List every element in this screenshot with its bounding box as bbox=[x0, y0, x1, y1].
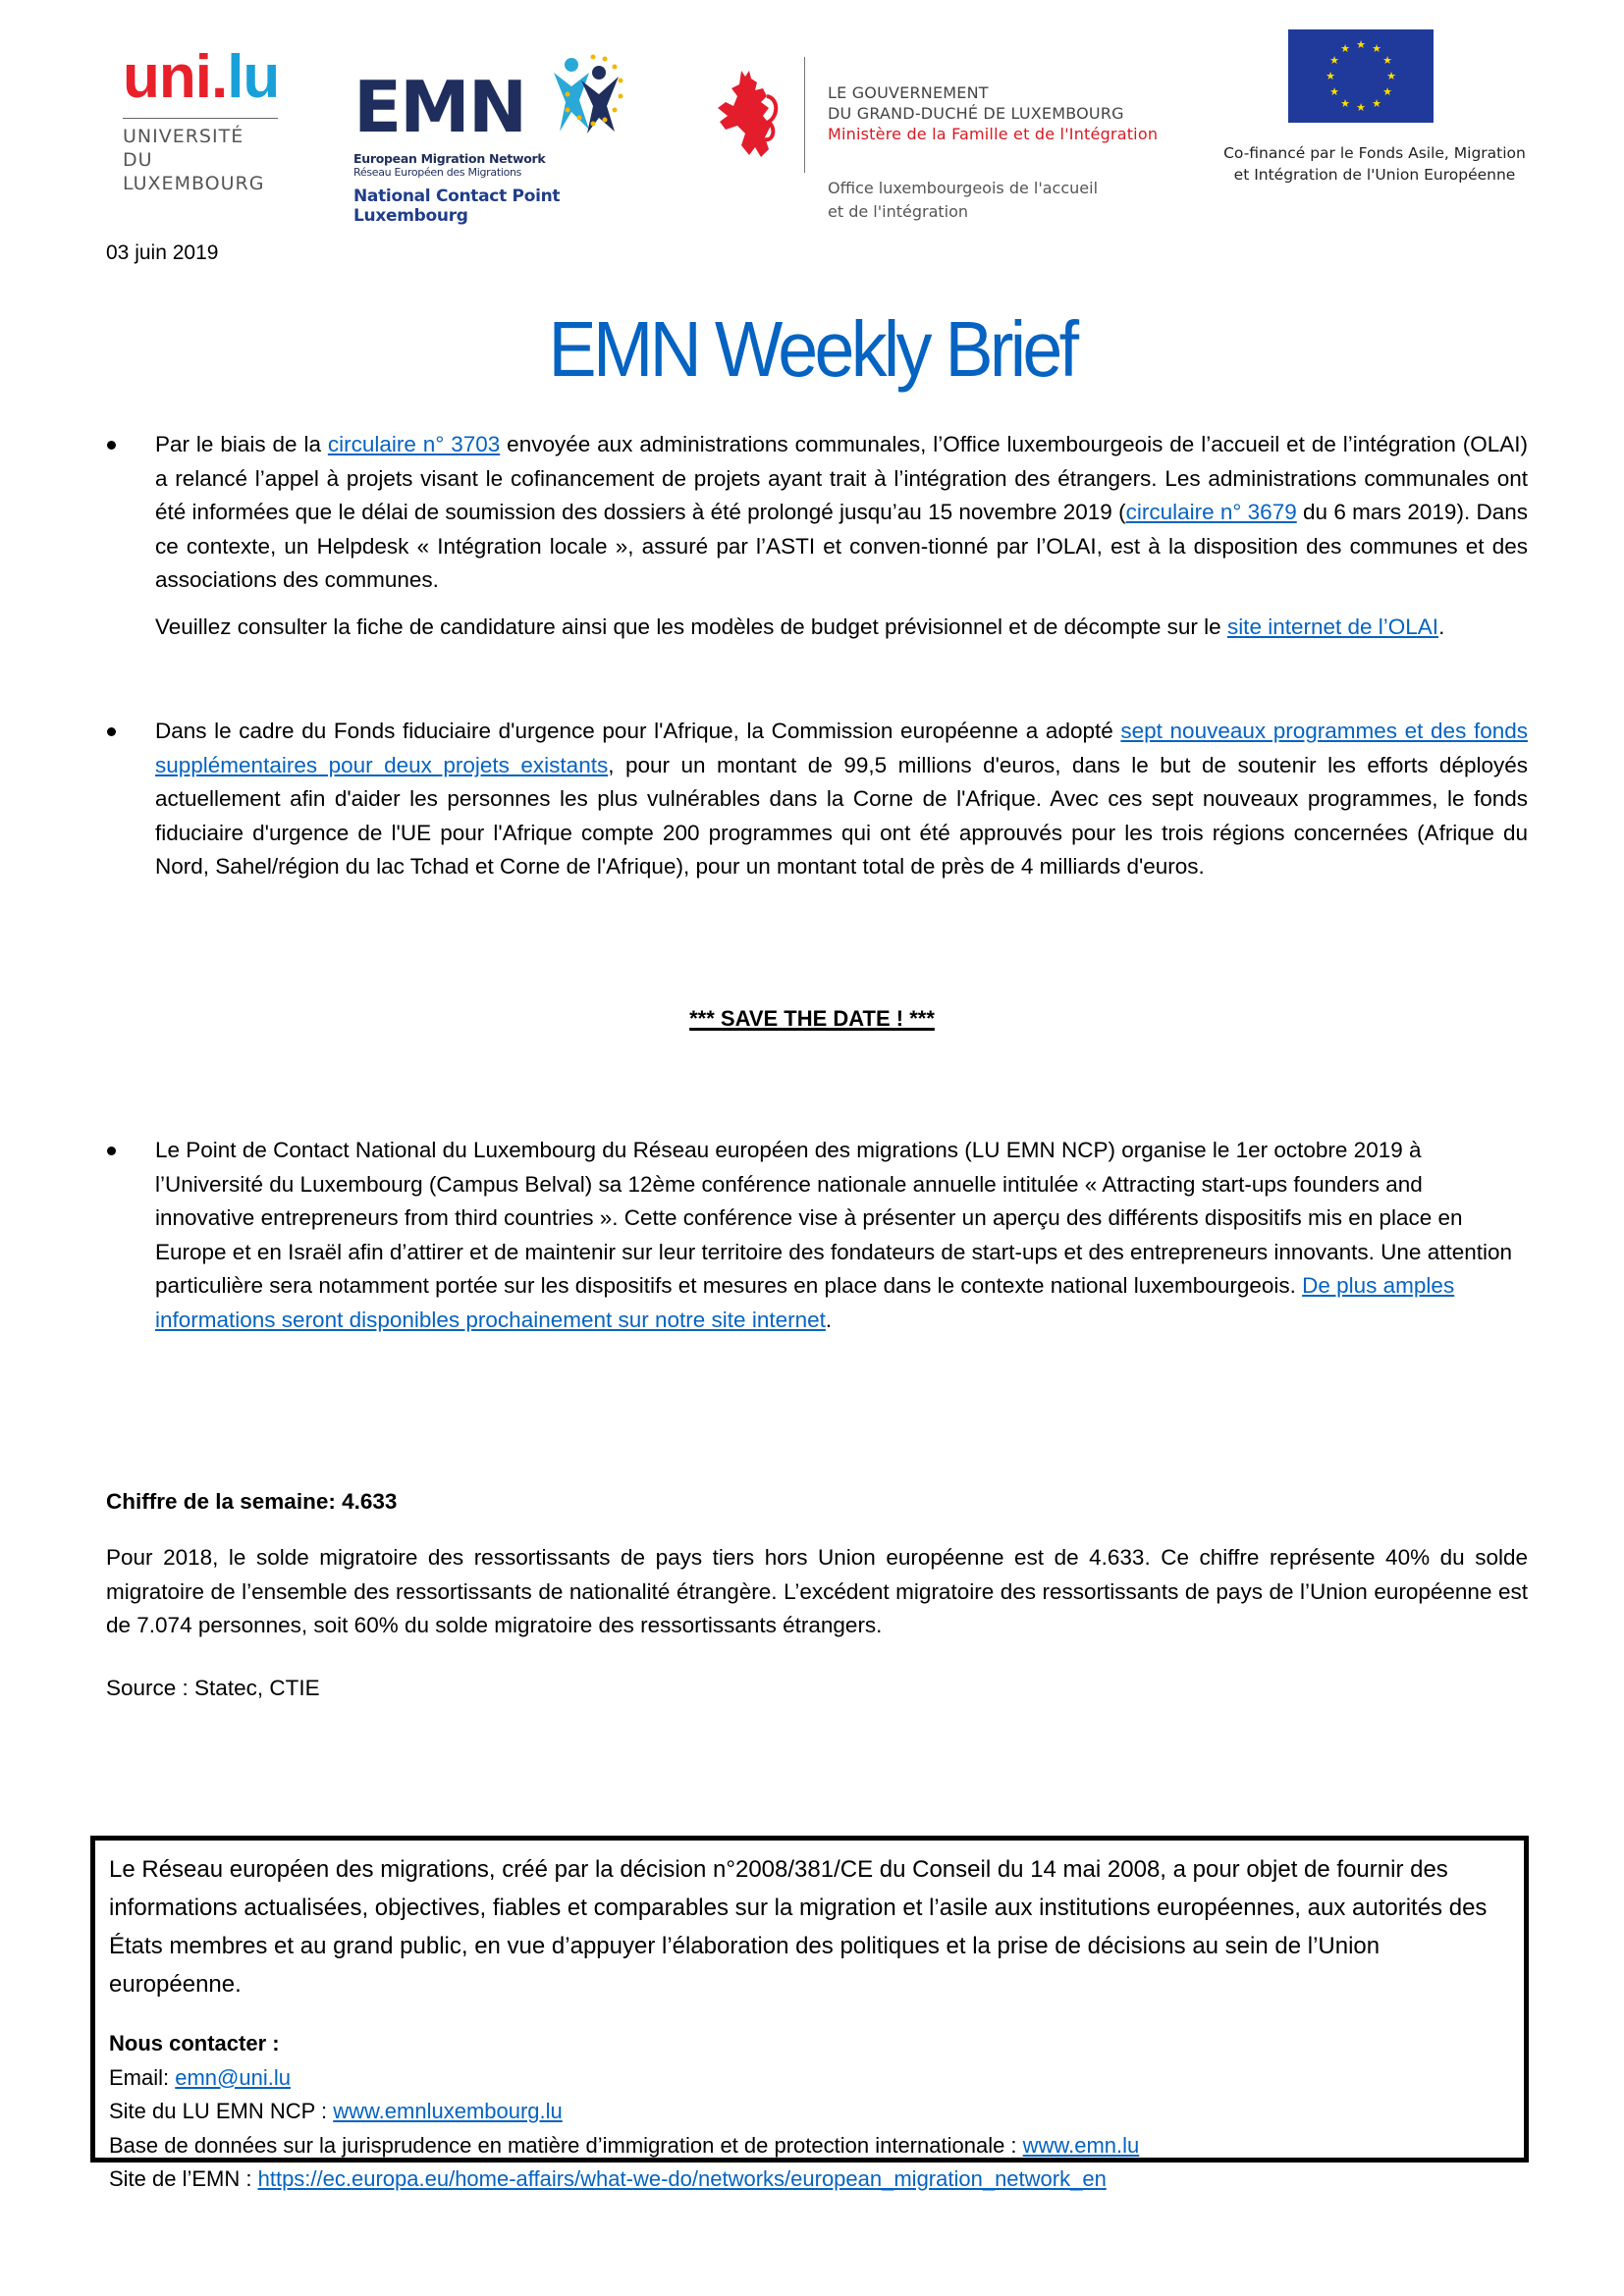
page-title: EMN Weekly Brief bbox=[548, 305, 1076, 393]
unilu-wordmark bbox=[123, 43, 280, 112]
figure-source: Source : Statec, CTIE bbox=[106, 1676, 320, 1700]
government-logo bbox=[712, 29, 1183, 221]
svg-text:★: ★ bbox=[1386, 70, 1396, 82]
gov-line1: LE GOUVERNEMENT bbox=[828, 83, 989, 102]
site-label: Site du LU EMN NCP : bbox=[109, 2099, 334, 2123]
eu-caption bbox=[1208, 142, 1542, 186]
svg-text:★: ★ bbox=[1372, 42, 1381, 55]
emn-info-box bbox=[90, 1836, 1529, 2191]
document-date: 03 juin 2019 bbox=[106, 241, 219, 264]
svg-text:★: ★ bbox=[1329, 54, 1339, 67]
eu-caption-line1: Co-financé par le Fonds Asile, Migration bbox=[1223, 144, 1526, 162]
ec-europa-emn-link[interactable]: https://ec.europa.eu/home-affairs/what-we-do/networks/european_migration_network_en bbox=[257, 2166, 1107, 2191]
svg-text:★: ★ bbox=[1329, 85, 1339, 98]
svg-text:★: ★ bbox=[1382, 85, 1392, 98]
emn-people-stars-icon bbox=[550, 51, 648, 149]
contact-heading: Nous contacter : bbox=[109, 2031, 280, 2056]
emn-site-label: Site de l’EMN : bbox=[109, 2166, 258, 2191]
figure-of-week-text: Pour 2018, le solde migratoire des ressortissants de pays tiers hors Union européenne est de 4.633. Ce chiffre représente 40% du solde migratoire de l’ensemble des ressortissants de nationalité étrangère. L’excédent migratoire des ressortissants de pays de l’Union européenne est de 7.074 personnes, soit 60% du solde migratoire des ressortissants étrangers. bbox=[106, 1545, 1528, 1637]
emn-subtitle-en: European Migration Network bbox=[353, 151, 546, 166]
more-info-link[interactable]: De plus amples informations seront disponibles prochainement sur notre site internet bbox=[155, 1273, 1455, 1332]
eu-cofinancing-logo bbox=[1208, 29, 1542, 186]
item3-text-b: . bbox=[825, 1307, 833, 1332]
item3-text-a: Le Point de Contact National du Luxembourg du Réseau européen des migrations (LU EMN NCP) organise le 1er octobre 2019 à l’Université du Luxembourg (Campus Belval) sa 12ème conférence nationale annuelle intitulée « Attracting start-ups founders and innovative entrepreneurs from third countries ». Cette conférence vise à présenter un aperçu des différents dispositifs mis en place en Europe et en Israël afin d’attirer et de maintenir sur leur territoire des fondateurs de start-ups et des entrepreneurs innovants. Une attention particulière sera notamment portée sur les dispositifs et mesures en place dans le contexte national luxembourgeois. bbox=[155, 1138, 1513, 1298]
new-programmes-link[interactable]: sept nouveaux programmes et des fonds supplémentaires pour deux projets existants bbox=[155, 719, 1528, 777]
gov-ministry: Ministère de la Famille et de l'Intégration bbox=[828, 125, 1159, 143]
bullet-icon bbox=[107, 441, 116, 450]
news-item-eu-trust-fund bbox=[155, 715, 1528, 884]
gov-office-text bbox=[828, 177, 1098, 224]
eu-caption-line2: et Intégration de l'Union Européenne bbox=[1233, 166, 1516, 184]
svg-text:★: ★ bbox=[1340, 42, 1350, 55]
contact-site-row bbox=[109, 2095, 1139, 2129]
unilu-mark-red: uni. bbox=[123, 43, 228, 111]
contact-emn-site-row bbox=[109, 2163, 1139, 2197]
news-item-olai-followup bbox=[155, 611, 1528, 645]
svg-text:★: ★ bbox=[1372, 97, 1381, 110]
unilu-mark-blue: lu bbox=[227, 43, 280, 111]
gov-office-line2: et de l'intégration bbox=[828, 202, 969, 221]
email-link[interactable]: emn@uni.lu bbox=[175, 2064, 291, 2090]
emn-description: Le Réseau européen des migrations, créé par la décision n°2008/381/CE du Conseil du 14 mai 2008, a pour objet de fournir des informations actualisées, objectives, fiables et comparables sur la migration et l’asile aux institutions européennes, aux autorités des États membres et au grand public, en vue d’appuyer l’élaboration des politiques et la prise de décisions au sein de l’Union européenne. bbox=[109, 1856, 1488, 1998]
emn-wordmark: EMN bbox=[353, 66, 526, 148]
item2-text-b: , pour un montant de 99,5 millions d'euros, dans le but de soutenir les efforts déployés actuellement afin d'aider les personnes les plus vulnérables dans la Corne de l'Afrique. Avec ces sept nouveaux programmes, le fonds fiduciaire d'urgence de l'UE pour l'Afrique compte 200 programmes qui ont été approuvés pour les trois régions concernées (Afrique du Nord, Sahel/région du lac Tchad et Corne de l'Afrique), pour un montant total de près de 4 milliards d'euros. bbox=[155, 752, 1528, 879]
item1-followup-period: . bbox=[1438, 614, 1445, 639]
emn-lu-link[interactable]: www.emn.lu bbox=[1022, 2132, 1140, 2158]
circulaire-3703-link[interactable]: circulaire n° 3703 bbox=[327, 432, 501, 456]
gov-divider bbox=[804, 57, 805, 173]
contact-email-row bbox=[109, 2061, 1139, 2096]
svg-text:★: ★ bbox=[1340, 97, 1350, 110]
emn-logo bbox=[353, 51, 648, 226]
red-lion-icon bbox=[712, 69, 781, 162]
unilu-divider bbox=[123, 118, 278, 119]
contact-section bbox=[109, 2027, 1139, 2197]
emn-subtitle-fr: Réseau Européen des Migrations bbox=[353, 166, 522, 179]
eu-flag-icon bbox=[1288, 29, 1434, 123]
gov-text-block bbox=[828, 82, 1158, 144]
item1-text-a: Par le biais de la bbox=[155, 432, 328, 456]
svg-text:★: ★ bbox=[1326, 70, 1335, 82]
news-item-olai bbox=[155, 428, 1528, 598]
email-label: Email: bbox=[109, 2064, 176, 2090]
save-the-date-heading: *** SAVE THE DATE ! *** bbox=[689, 1006, 935, 1031]
circulaire-3679-link[interactable]: circulaire n° 3679 bbox=[1125, 500, 1297, 524]
item1-text-b: envoyée aux administrations communales, l’Office luxembourgeois de l’accueil et de l’intégration (OLAI) a relancé l’appel à projets visant le cofinancement de projets ayant trait à l’intégration des étrangers. Les administrations communales ont été informées que le délai de soumission des dossiers à été prolongé jusqu’au 15 novembre 2019 ( bbox=[155, 432, 1528, 524]
emnluxembourg-link[interactable]: www.emnluxembourg.lu bbox=[333, 2099, 563, 2123]
gov-line2: DU GRAND-DUCHÉ DE LUXEMBOURG bbox=[828, 104, 1124, 123]
item1-followup-text: Veuillez consulter la fiche de candidature ainsi que les modèles de budget prévisionnel et de décompte sur le bbox=[155, 614, 1227, 639]
item2-text-a: Dans le cadre du Fonds fiduciaire d'urgence pour l'Afrique, la Commission européenne a adopté bbox=[155, 719, 1121, 743]
olai-website-link[interactable]: site internet de l’OLAI bbox=[1226, 614, 1439, 639]
item1-text-c: du 6 mars 2019). Dans ce contexte, un Helpdesk « Intégration locale », assuré par l’ASTI et conven-tionné par l’OLAI, est à la disposition des communes et des associations des communes. bbox=[155, 500, 1528, 592]
contact-database-row bbox=[109, 2129, 1139, 2163]
unilu-line1: UNIVERSITÉ DU bbox=[123, 126, 244, 171]
bullet-icon bbox=[107, 1147, 116, 1155]
gov-office-line1: Office luxembourgeois de l'accueil bbox=[828, 179, 1099, 197]
bullet-icon bbox=[107, 727, 116, 736]
unilu-line2: LUXEMBOURG bbox=[123, 173, 265, 194]
emn-ncp-label: National Contact Point Luxembourg bbox=[353, 187, 561, 226]
database-label: Base de données sur la jurisprudence en matière d’immigration et de protection internationale : bbox=[109, 2132, 1023, 2158]
universite-du-luxembourg-logo bbox=[123, 43, 280, 195]
svg-text:★: ★ bbox=[1356, 38, 1366, 51]
news-item-conference bbox=[155, 1134, 1528, 1337]
svg-text:★: ★ bbox=[1356, 101, 1366, 114]
figure-of-week-heading: Chiffre de la semaine: 4.633 bbox=[106, 1489, 398, 1514]
svg-text:★: ★ bbox=[1382, 54, 1392, 67]
